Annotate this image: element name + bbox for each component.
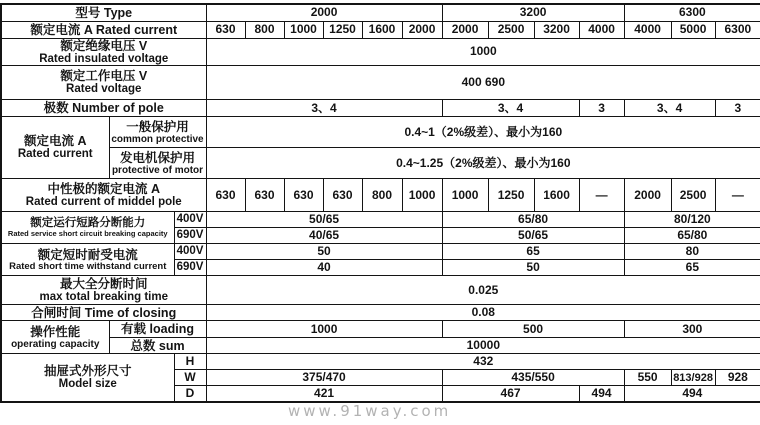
row-insulated-voltage (1, 38, 760, 66)
middle-pole-cell: 630 (206, 179, 245, 212)
rated-current-cell: 2000 (402, 21, 442, 38)
working-voltage-value: 400 690 (206, 66, 760, 100)
row-middle-pole (1, 179, 760, 212)
withstand-cell: 65 (624, 260, 760, 276)
rated-current-cell: 800 (245, 21, 284, 38)
motor-protective-label (109, 148, 206, 179)
rated-current-cell: 2500 (488, 21, 534, 38)
size-w-cell: 813/928 (671, 370, 715, 386)
voltage-400v-label: 400V (174, 212, 206, 228)
loading-cell: 500 (442, 321, 624, 338)
middle-pole-cell: 2000 (624, 179, 671, 212)
size-w-cell: 550 (624, 370, 671, 386)
closing-time-label: 合闸时间 Time of closing (1, 305, 206, 321)
motor-protective-value: 0.4~1.25（2%级差）、最小为160 (206, 148, 760, 179)
withstand-cell: 80 (624, 244, 760, 260)
breaking-capacity-cell: 65/80 (442, 212, 624, 228)
closing-time-value: 0.08 (206, 305, 760, 321)
en-text: Rated service short circuit breaking capacity (7, 229, 168, 239)
breaking-capacity-cell: 50/65 (206, 212, 442, 228)
poles-cell: 3 (715, 100, 760, 117)
poles-cell: 3、4 (442, 100, 579, 117)
breaking-capacity-cell: 80/120 (624, 212, 760, 228)
working-voltage-label (1, 66, 206, 100)
size-w-cell: 928 (715, 370, 760, 386)
middle-pole-cell: 2500 (671, 179, 715, 212)
poles-cell: 3、4 (206, 100, 442, 117)
poles-label: 极数 Number of pole (1, 100, 206, 117)
row-closing-time (1, 305, 760, 321)
en-text: Model size (58, 378, 117, 391)
zh-text: 额定绝缘电压 V (60, 38, 148, 53)
size-d-cell: 494 (579, 386, 624, 402)
poles-cell: 3、4 (624, 100, 715, 117)
zh-text: 额定工作电压 V (60, 69, 148, 84)
row-type (1, 4, 760, 21)
zh-text: 最大全分断时间 (60, 276, 148, 291)
spec-table (0, 3, 760, 403)
sum-value: 10000 (206, 338, 760, 354)
rated-current-cell: 4000 (579, 21, 624, 38)
row-breaking-capacity-400 (1, 212, 760, 228)
breaking-time-label (1, 276, 206, 305)
rated-current-cell: 5000 (671, 21, 715, 38)
row-operating-sum (1, 338, 760, 354)
en-text: protective of motor (111, 164, 204, 176)
model-group-6300: 6300 (624, 4, 760, 21)
breaking-capacity-cell: 65/80 (624, 228, 760, 244)
middle-pole-cell: 1000 (442, 179, 488, 212)
row-motor-protective (1, 148, 760, 179)
withstand-cell: 50 (442, 260, 624, 276)
loading-cell: 1000 (206, 321, 442, 338)
middle-pole-cell: — (579, 179, 624, 212)
rated-current-cell: 6300 (715, 21, 760, 38)
model-size-label (1, 354, 174, 402)
en-text: Rated current (17, 148, 93, 161)
breaking-time-value: 0.025 (206, 276, 760, 305)
zh-text: 额定运行短路分断能力 (30, 217, 146, 230)
zh-text: 中性极的额定电流 A (47, 181, 161, 196)
size-w-cell: 375/470 (206, 370, 442, 386)
type-label: 型号 Type (1, 4, 206, 21)
rated-current-group-label (1, 117, 109, 179)
size-d-cell: 494 (624, 386, 760, 402)
zh-text: 操作性能 (30, 324, 81, 339)
withstand-cell: 50 (206, 244, 442, 260)
row-rated-current-header (1, 21, 760, 38)
common-protective-value: 0.4~1（2%级差）、最小为160 (206, 117, 760, 148)
breaking-capacity-cell: 40/65 (206, 228, 442, 244)
middle-pole-cell: — (715, 179, 760, 212)
size-w-label: W (174, 370, 206, 386)
en-text: Rated short time withstand current (9, 260, 167, 272)
en-text: Rated voltage (66, 83, 142, 96)
zh-text: 抽屉式外形尺寸 (43, 364, 132, 379)
middle-pole-cell: 1600 (534, 179, 579, 212)
sum-label: 总数 sum (109, 338, 206, 354)
middle-pole-cell: 1250 (488, 179, 534, 212)
size-h-value: 432 (206, 354, 760, 370)
rated-current-cell: 2000 (442, 21, 488, 38)
breaking-capacity-label (1, 212, 174, 244)
voltage-400v-label: 400V (174, 244, 206, 260)
en-text: common protective (111, 133, 204, 145)
rated-current-cell: 630 (206, 21, 245, 38)
rated-current-cell: 1600 (362, 21, 402, 38)
loading-label: 有载 loading (109, 321, 206, 338)
zh-text: 额定电流 A (23, 134, 87, 149)
withstand-cell: 65 (442, 244, 624, 260)
en-text: Rated insulated voltage (39, 52, 169, 65)
row-operating-loading (1, 321, 760, 338)
insulated-voltage-label (1, 38, 206, 66)
size-h-label: H (174, 354, 206, 370)
withstand-cell: 40 (206, 260, 442, 276)
row-breaking-time (1, 276, 760, 305)
loading-cell: 300 (624, 321, 760, 338)
poles-cell: 3 (579, 100, 624, 117)
row-poles (1, 100, 760, 117)
rated-current-cell: 3200 (534, 21, 579, 38)
middle-pole-cell: 630 (323, 179, 362, 212)
row-working-voltage (1, 66, 760, 100)
insulated-voltage-value: 1000 (206, 38, 760, 66)
middle-pole-cell: 630 (245, 179, 284, 212)
size-d-label: D (174, 386, 206, 402)
en-text: max total breaking time (39, 290, 168, 303)
rated-current-cell: 1000 (284, 21, 323, 38)
middle-pole-cell: 800 (362, 179, 402, 212)
en-text: operating capacity (11, 338, 100, 350)
middle-pole-cell: 630 (284, 179, 323, 212)
breaking-capacity-cell: 50/65 (442, 228, 624, 244)
model-group-3200: 3200 (442, 4, 624, 21)
zh-text: 额定短时耐受电流 (37, 247, 138, 262)
size-w-cell: 435/550 (442, 370, 624, 386)
row-common-protective (1, 117, 760, 148)
rated-current-label: 额定电流 A Rated current (1, 21, 206, 38)
size-d-cell: 467 (442, 386, 579, 402)
middle-pole-cell: 1000 (402, 179, 442, 212)
withstand-current-label (1, 244, 174, 276)
watermark: www.91way.com (288, 402, 452, 420)
row-size-h (1, 354, 760, 370)
rated-current-cell: 4000 (624, 21, 671, 38)
model-group-2000: 2000 (206, 4, 442, 21)
middle-pole-label (1, 179, 206, 212)
voltage-690v-label: 690V (174, 228, 206, 244)
row-withstand-400 (1, 244, 760, 260)
zh-text: 发电机保护用 (120, 150, 196, 165)
size-d-cell: 421 (206, 386, 442, 402)
zh-text: 一般保护用 (126, 119, 189, 134)
common-protective-label (109, 117, 206, 148)
voltage-690v-label: 690V (174, 260, 206, 276)
en-text: Rated current of middel pole (25, 195, 182, 208)
rated-current-cell: 1250 (323, 21, 362, 38)
operating-capacity-label (1, 321, 109, 354)
